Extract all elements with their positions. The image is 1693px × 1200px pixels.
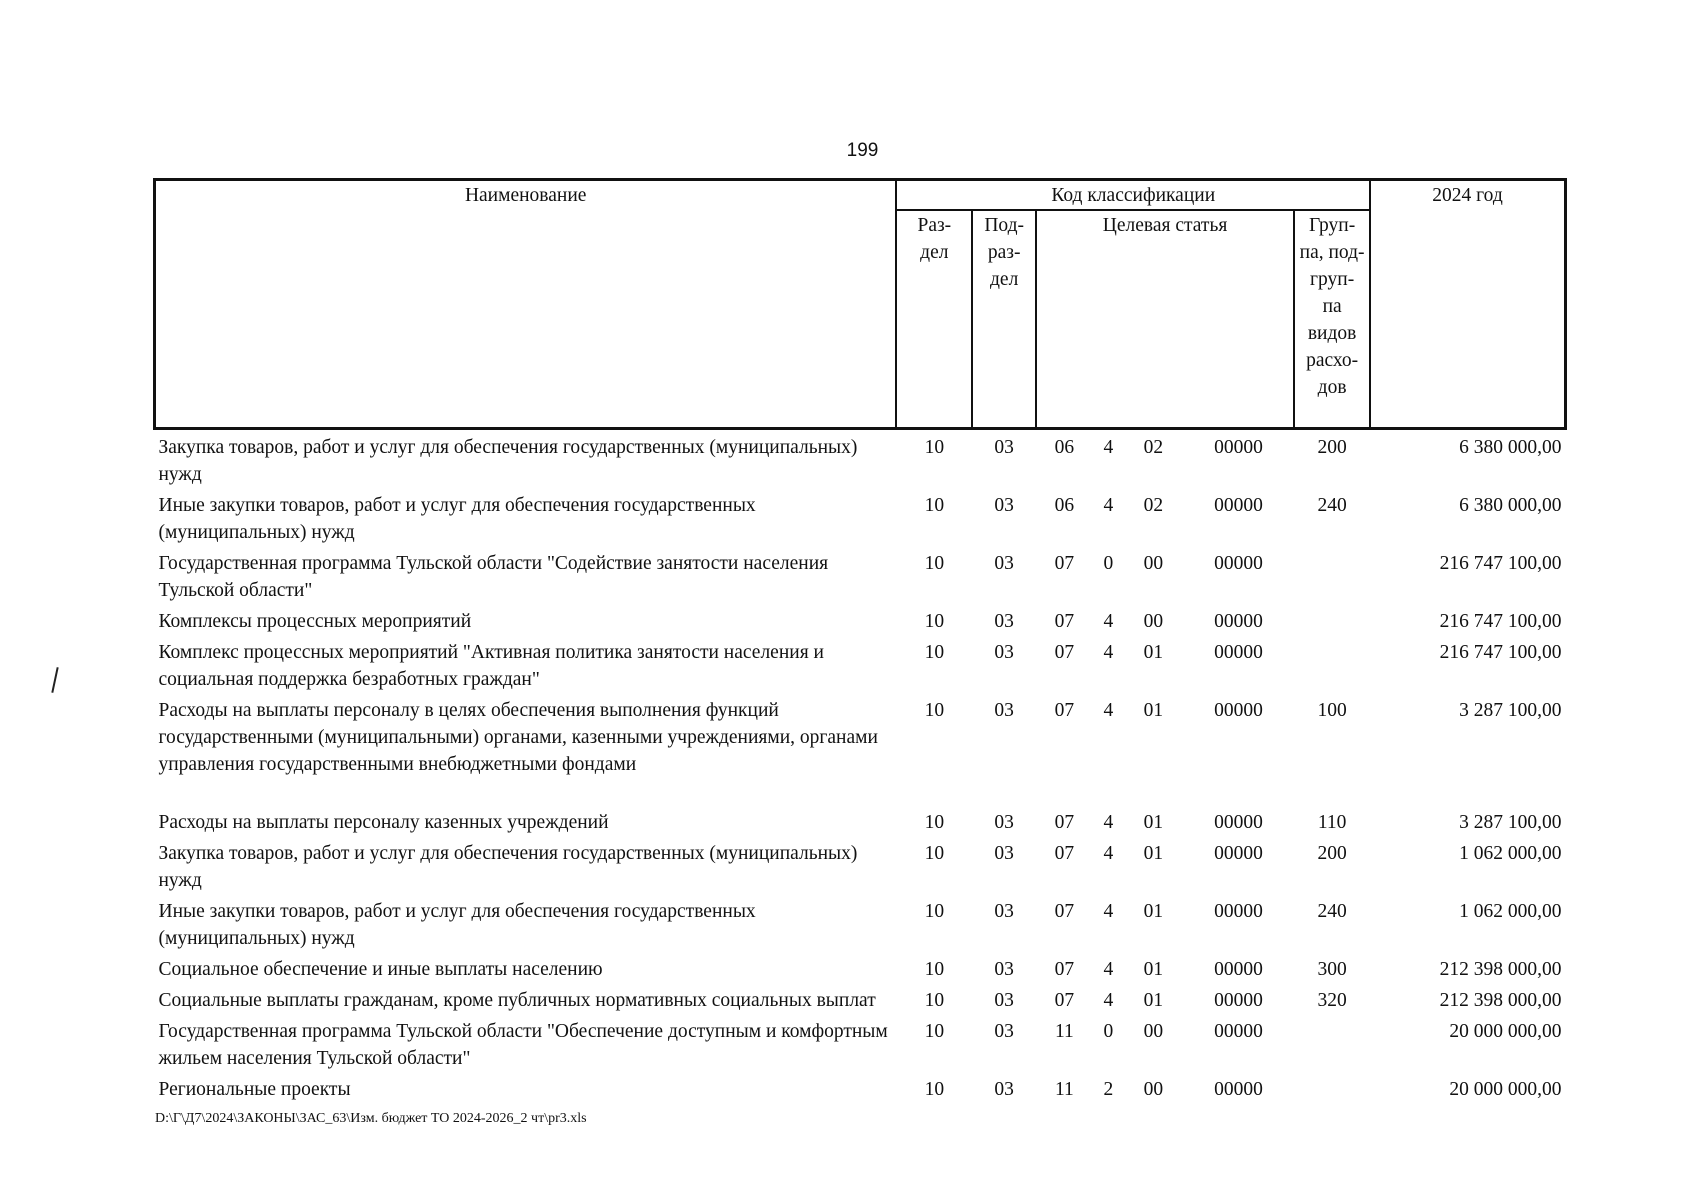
target-program-code-cell: 07	[1054, 990, 1075, 1011]
subsection-code-cell: 03	[994, 700, 1014, 721]
target-subprogram-code-cell: 00	[1143, 1079, 1164, 1100]
amount-cell: 212 398 000,00	[1439, 990, 1562, 1011]
section-code-cell: 10	[924, 700, 945, 721]
target-type-code-cell: 4	[1103, 812, 1114, 833]
target-program-code-cell: 07	[1054, 812, 1075, 833]
table-row	[155, 983, 1566, 1014]
target-program-code-cell: 07	[1054, 611, 1075, 632]
budget-table	[153, 178, 1567, 1103]
margin-pen-mark	[51, 667, 58, 693]
section-code-cell: 10	[924, 437, 945, 458]
expense-group-code-cell	[1294, 546, 1370, 604]
target-direction-code-cell: 00000	[1214, 959, 1263, 980]
row-name-cell: Иные закупки товаров, работ и услуг для обеспечения государственных (муниципальных) нужд	[158, 901, 756, 949]
table-row	[155, 635, 1566, 693]
target-type-code-cell: 4	[1103, 700, 1114, 721]
table-row	[155, 1014, 1566, 1072]
file-path-footer: D:\Г\Д7\2024\ЗАКОНЫ\ЗАС_63\Изм. бюджет ТО 2024-2026_2 чт\pr3.xls	[155, 1111, 587, 1126]
target-program-code-cell: 06	[1054, 495, 1075, 516]
page-number: 199	[846, 140, 879, 161]
section-code-cell: 10	[924, 901, 945, 922]
expense-group-code-cell: 110	[1317, 812, 1347, 833]
subsection-code-cell: 03	[994, 553, 1014, 574]
subsection-code-cell: 03	[994, 611, 1014, 632]
row-name-cell: Социальное обеспечение и иные выплаты населению	[158, 959, 603, 980]
row-name-cell: Комплексы процессных мероприятий	[158, 611, 472, 632]
table-header	[155, 180, 1566, 429]
name-column-header: Наименование	[155, 180, 897, 429]
amount-cell: 216 747 100,00	[1439, 611, 1562, 632]
target-program-code-cell: 06	[1054, 437, 1075, 458]
section-code-cell: 10	[924, 959, 945, 980]
section-column-header: Раз- дел	[896, 210, 972, 429]
expense-group-code-cell	[1294, 604, 1370, 635]
target-program-code-cell: 07	[1054, 959, 1075, 980]
section-code-cell: 10	[924, 990, 945, 1011]
table-row	[155, 546, 1566, 604]
amount-cell: 216 747 100,00	[1439, 553, 1562, 574]
amount-cell: 6 380 000,00	[1459, 437, 1562, 458]
target-subprogram-code-cell: 01	[1143, 901, 1164, 922]
target-subprogram-code-cell: 01	[1143, 700, 1164, 721]
table-row	[155, 836, 1566, 894]
expense-group-code-cell: 300	[1317, 959, 1347, 980]
row-name-cell: Государственная программа Тульской области "Обеспечение доступным и комфортным жильем населения Тульской области"	[158, 1021, 888, 1069]
row-name-cell: Закупка товаров, работ и услуг для обеспечения государственных (муниципальных) нужд	[158, 437, 858, 485]
classification-code-header: Код классификации	[896, 180, 1370, 211]
row-name-cell: Региональные проекты	[158, 1079, 351, 1100]
target-subprogram-code-cell: 02	[1143, 495, 1164, 516]
target-direction-code-cell: 00000	[1214, 553, 1263, 574]
expense-group-code-cell: 200	[1317, 437, 1347, 458]
expense-group-code-cell	[1294, 635, 1370, 693]
target-direction-code-cell: 00000	[1214, 990, 1263, 1011]
section-code-cell: 10	[924, 495, 945, 516]
target-type-code-cell: 2	[1103, 1079, 1114, 1100]
table-row	[155, 604, 1566, 635]
table-row	[155, 1072, 1566, 1103]
target-type-code-cell: 4	[1103, 495, 1114, 516]
target-direction-code-cell: 00000	[1214, 611, 1263, 632]
expense-group-code-cell	[1294, 1072, 1370, 1103]
amount-cell: 3 287 100,00	[1459, 812, 1562, 833]
table-row	[155, 488, 1566, 546]
target-program-code-cell: 11	[1054, 1079, 1074, 1100]
expense-group-column-header: Груп- па, под- груп- па видов расхо- дов	[1294, 210, 1370, 429]
target-direction-code-cell: 00000	[1214, 700, 1263, 721]
amount-cell: 20 000 000,00	[1449, 1021, 1562, 1042]
amount-cell: 20 000 000,00	[1449, 1079, 1562, 1100]
target-type-code-cell: 4	[1103, 437, 1114, 458]
target-direction-code-cell: 00000	[1214, 437, 1263, 458]
section-code-cell: 10	[924, 642, 945, 663]
table-row	[155, 805, 1566, 836]
subsection-code-cell: 03	[994, 495, 1014, 516]
row-name-cell: Расходы на выплаты персоналу казенных учреждений	[158, 812, 609, 833]
table-row	[155, 952, 1566, 983]
table-row	[155, 693, 1566, 805]
target-type-code-cell: 4	[1103, 901, 1114, 922]
amount-cell: 3 287 100,00	[1459, 700, 1562, 721]
target-program-code-cell: 07	[1054, 700, 1075, 721]
section-code-cell: 10	[924, 553, 945, 574]
target-subprogram-code-cell: 00	[1143, 1021, 1164, 1042]
target-program-code-cell: 07	[1054, 901, 1075, 922]
subsection-code-cell: 03	[994, 1021, 1014, 1042]
target-subprogram-code-cell: 01	[1143, 843, 1164, 864]
subsection-code-cell: 03	[994, 1079, 1014, 1100]
subsection-code-cell: 03	[994, 642, 1014, 663]
target-type-code-cell: 4	[1103, 990, 1114, 1011]
target-subprogram-code-cell: 01	[1143, 812, 1164, 833]
section-code-cell: 10	[924, 611, 945, 632]
subsection-code-cell: 03	[994, 990, 1014, 1011]
amount-cell: 6 380 000,00	[1459, 495, 1562, 516]
target-subprogram-code-cell: 01	[1143, 959, 1164, 980]
expense-group-code-cell: 320	[1317, 990, 1347, 1011]
expense-group-code-cell: 200	[1317, 843, 1347, 864]
table-row	[155, 894, 1566, 952]
target-direction-code-cell: 00000	[1214, 843, 1263, 864]
subsection-column-header: Под- раз- дел	[972, 210, 1036, 429]
target-direction-code-cell: 00000	[1214, 901, 1263, 922]
expense-group-code-cell	[1294, 1014, 1370, 1072]
target-subprogram-code-cell: 01	[1143, 642, 1164, 663]
subsection-code-cell: 03	[994, 812, 1014, 833]
target-type-code-cell: 4	[1103, 642, 1114, 663]
target-direction-code-cell: 00000	[1214, 642, 1263, 663]
target-program-code-cell: 07	[1054, 642, 1075, 663]
row-name-cell: Иные закупки товаров, работ и услуг для обеспечения государственных (муниципальных) нужд	[158, 495, 756, 543]
year-column-header: 2024 год	[1370, 180, 1565, 429]
target-subprogram-code-cell: 02	[1143, 437, 1164, 458]
target-subprogram-code-cell: 00	[1143, 611, 1164, 632]
target-type-code-cell: 4	[1103, 843, 1114, 864]
target-direction-code-cell: 00000	[1214, 1021, 1263, 1042]
target-subprogram-code-cell: 01	[1143, 990, 1164, 1011]
section-code-cell: 10	[924, 843, 945, 864]
target-type-code-cell: 4	[1103, 611, 1114, 632]
expense-group-code-cell: 100	[1317, 700, 1347, 721]
expense-group-code-cell: 240	[1317, 495, 1347, 516]
target-direction-code-cell: 00000	[1214, 812, 1263, 833]
table-body	[155, 429, 1566, 1104]
amount-cell: 216 747 100,00	[1439, 642, 1562, 663]
section-code-cell: 10	[924, 1079, 945, 1100]
amount-cell: 1 062 000,00	[1459, 901, 1562, 922]
target-direction-code-cell: 00000	[1214, 1079, 1263, 1100]
amount-cell: 1 062 000,00	[1459, 843, 1562, 864]
amount-cell: 212 398 000,00	[1439, 959, 1562, 980]
subsection-code-cell: 03	[994, 959, 1014, 980]
subsection-code-cell: 03	[994, 437, 1014, 458]
row-name-cell: Расходы на выплаты персоналу в целях обеспечения выполнения функций государственными (муниципальными) органами, казенными учреждениями, органами управления государственными внебюджетными фондами	[158, 700, 878, 775]
target-program-code-cell: 07	[1054, 843, 1075, 864]
target-type-code-cell: 0	[1103, 553, 1114, 574]
table-row	[155, 429, 1566, 489]
target-direction-code-cell: 00000	[1214, 495, 1263, 516]
subsection-code-cell: 03	[994, 843, 1014, 864]
row-name-cell: Социальные выплаты гражданам, кроме публичных нормативных социальных выплат	[158, 990, 876, 1011]
row-name-cell: Закупка товаров, работ и услуг для обеспечения государственных (муниципальных) нужд	[158, 843, 858, 891]
expense-group-code-cell: 240	[1317, 901, 1347, 922]
target-type-code-cell: 0	[1103, 1021, 1114, 1042]
target-subprogram-code-cell: 00	[1143, 553, 1164, 574]
target-program-code-cell: 07	[1054, 553, 1075, 574]
section-code-cell: 10	[924, 812, 945, 833]
target-type-code-cell: 4	[1103, 959, 1114, 980]
subsection-code-cell: 03	[994, 901, 1014, 922]
target-article-column-header: Целевая статья	[1036, 210, 1294, 429]
row-name-cell: Комплекс процессных мероприятий "Активная политика занятости населения и социальная поддержка безработных граждан"	[158, 642, 824, 690]
row-name-cell: Государственная программа Тульской области "Содействие занятости населения Тульской области"	[158, 553, 829, 601]
section-code-cell: 10	[924, 1021, 945, 1042]
target-program-code-cell: 11	[1054, 1021, 1074, 1042]
